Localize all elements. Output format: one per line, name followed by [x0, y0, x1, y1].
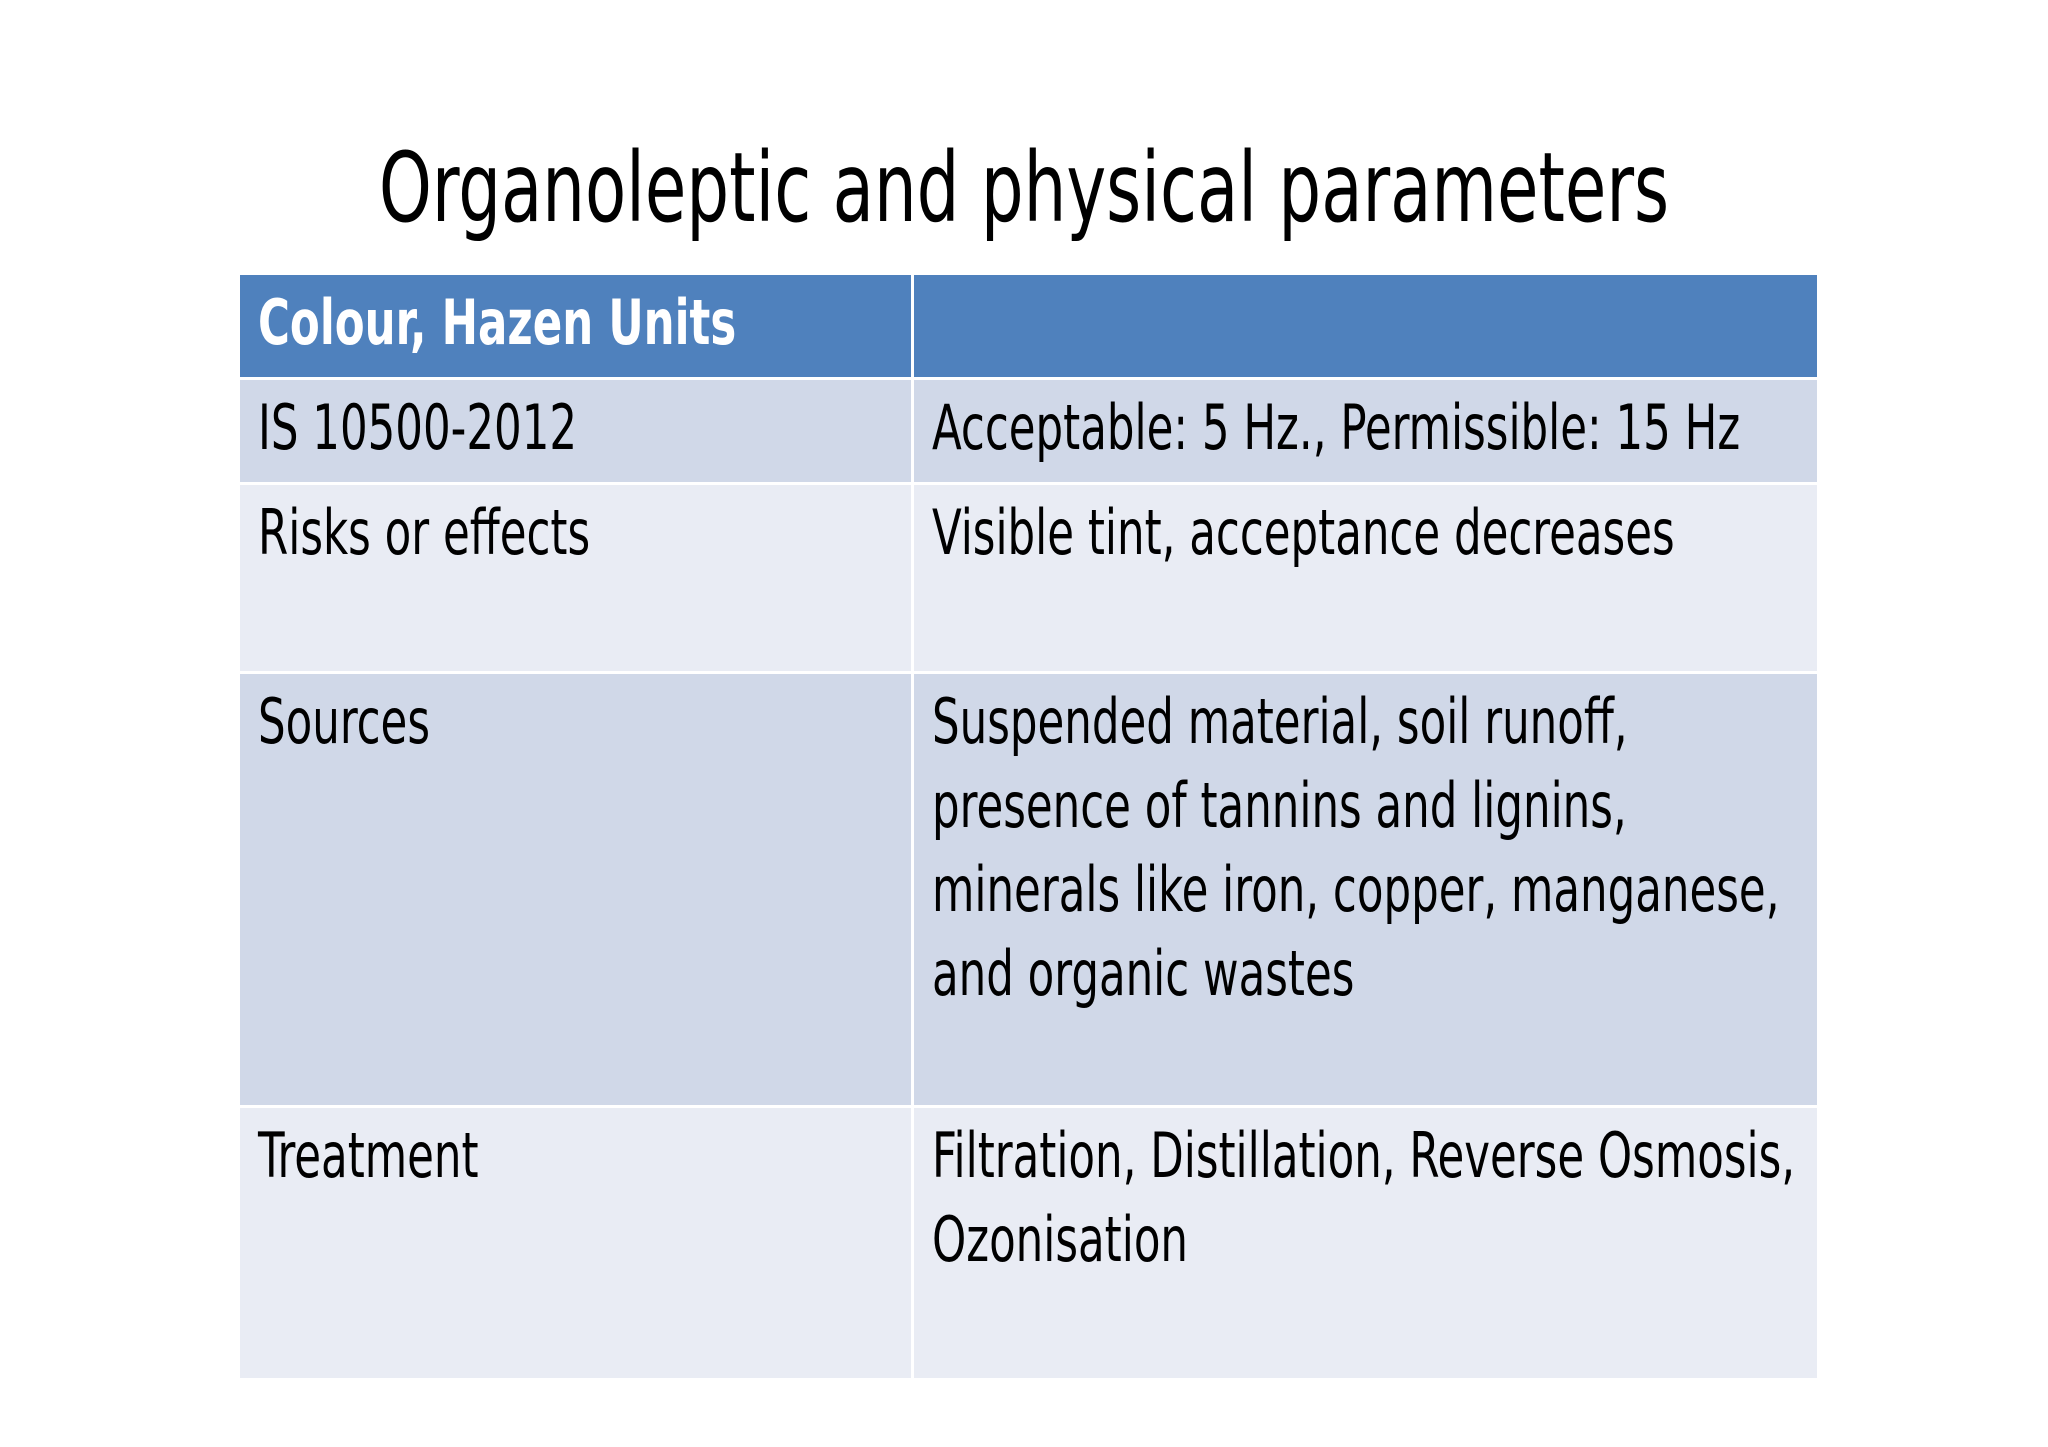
table-row: [239, 484, 1819, 673]
row-value-cell: Visible tint, acceptance decreases: [913, 484, 1819, 673]
row-value-cell: Filtration, Distillation, Reverse Osmosis, Ozonisation: [913, 1107, 1819, 1380]
header-cell-parameter: Colour, Hazen Units: [239, 274, 913, 379]
header-cell-value: [913, 274, 1819, 379]
slide-title: Organoleptic and physical parameters: [378, 132, 1670, 244]
table-row: [239, 1107, 1819, 1380]
parameter-table: [237, 272, 1820, 1381]
row-label-cell: Risks or effects: [239, 484, 913, 673]
row-label-cell: IS 10500-2012: [239, 379, 913, 484]
row-value-cell: Suspended material, soil runoff, presence of tannins and lignins, minerals like iron, copper, manganese, and organic wastes: [913, 673, 1819, 1107]
row-value-cell: Acceptable: 5 Hz., Permissible: 15 Hz: [913, 379, 1819, 484]
row-label-cell: Sources: [239, 673, 913, 1107]
table-row: [239, 379, 1819, 484]
table-row: [239, 673, 1819, 1107]
table-header-row: [239, 274, 1819, 379]
row-label-cell: Treatment: [239, 1107, 913, 1380]
